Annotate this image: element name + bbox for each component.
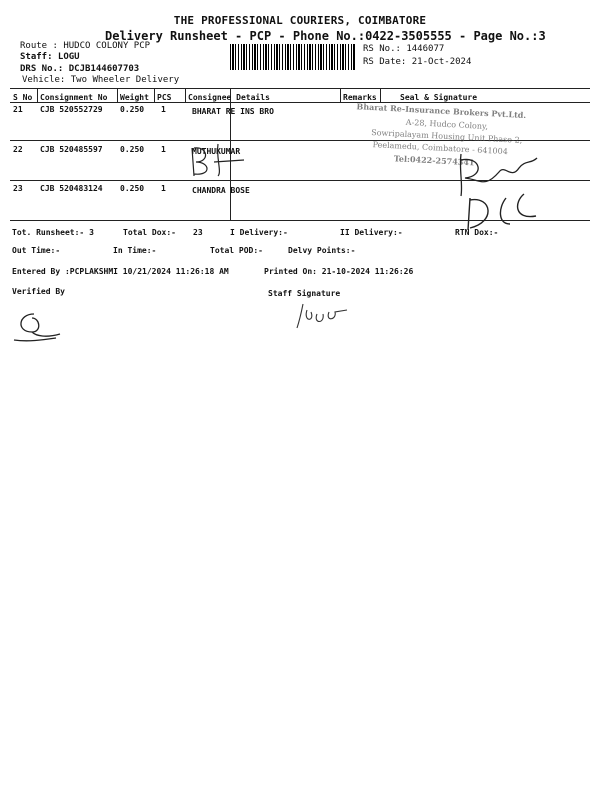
row-sno: 21 xyxy=(13,105,23,114)
route-label: Route : HUDCO COLONY PCP xyxy=(20,41,151,51)
column-divider xyxy=(117,88,118,102)
stamp-address-line: Peelamedu, Coimbatore - 641004 xyxy=(372,140,509,157)
runsheet-subtitle: Delivery Runsheet - PCP - Phone No.:0422-3505555 - Page No.:3 xyxy=(105,29,546,43)
total-runsheet: Tot. Runsheet:- 3 xyxy=(12,228,94,237)
verified-by-label: Verified By xyxy=(12,287,65,296)
barcode xyxy=(230,44,355,70)
row-consignment: CJB 520552729 xyxy=(40,105,103,114)
ii-delivery: II Delivery:- xyxy=(340,228,403,237)
delivery-points: Delvy Points:- xyxy=(288,246,356,255)
row-weight: 0.250 xyxy=(120,184,145,193)
entered-by: Entered By :PCPLAKSHMI 10/21/2024 11:26:18 AM xyxy=(12,267,229,276)
col-header-sno: S No xyxy=(13,93,33,102)
col-header-consignee: Consignee Details xyxy=(188,93,270,102)
consignee-signature xyxy=(462,188,542,233)
stamp-address-line: Sowripalayam Housing Unit Phase-2, xyxy=(371,128,523,145)
staff-signature-label: Staff Signature xyxy=(268,289,341,298)
stamp-phone: Tel:0422-2574341 xyxy=(393,153,475,168)
staff-label: Staff: LOGU xyxy=(20,52,80,62)
verifier-signature xyxy=(12,308,67,343)
rs-date: RS Date: 21-Oct-2024 xyxy=(363,57,472,67)
row-consignee: CHANDRA BOSE xyxy=(192,186,250,195)
row-pcs: 1 xyxy=(161,184,166,193)
consignee-signature xyxy=(188,140,248,180)
row-weight: 0.250 xyxy=(120,145,145,154)
column-divider xyxy=(37,88,38,102)
row-consignee: MUTHUKUMAR xyxy=(192,147,241,156)
col-header-pcs: PCS xyxy=(157,93,172,102)
staff-signature xyxy=(295,300,355,332)
i-delivery: I Delivery:- xyxy=(230,228,288,237)
drs-number: DRS No.: DCJB144607703 xyxy=(20,64,140,74)
stamp-address-line: A-28, Hudco Colony, xyxy=(405,117,489,132)
table-header-border xyxy=(10,102,590,103)
column-divider xyxy=(154,88,155,102)
rs-number: RS No.: 1446077 xyxy=(363,44,445,54)
out-time: Out Time:- xyxy=(12,246,61,255)
table-top-border xyxy=(10,88,590,89)
in-time: In Time:- xyxy=(113,246,157,255)
row-consignee: BHARAT RE INS BRO xyxy=(192,107,274,116)
column-divider xyxy=(380,88,381,102)
row-pcs: 1 xyxy=(161,105,166,114)
row-consignment: CJB 520483124 xyxy=(40,184,103,193)
row-consignment: CJB 520485597 xyxy=(40,145,103,154)
vehicle-label: Vehicle: Two Wheeler Delivery xyxy=(22,75,180,85)
stamp-company-name: Bharat Re-Insurance Brokers Pvt.Ltd. xyxy=(356,101,527,121)
col-header-remarks: Remarks xyxy=(343,93,377,102)
row-weight: 0.250 xyxy=(120,105,145,114)
total-dox-value: 23 xyxy=(193,228,203,237)
col-header-seal: Seal & Signature xyxy=(400,93,478,102)
company-title: THE PROFESSIONAL COURIERS, COIMBATORE xyxy=(173,14,427,27)
column-divider xyxy=(340,88,341,102)
col-header-consignment: Consignment No xyxy=(40,93,108,102)
rtn-dox: RTN Dox:- xyxy=(455,228,499,237)
row-pcs: 1 xyxy=(161,145,166,154)
printed-on: Printed On: 21-10-2024 11:26:26 xyxy=(264,267,414,276)
total-dox-label: Total Dox:- xyxy=(123,228,176,237)
col-header-weight: Weight xyxy=(120,93,149,102)
column-divider xyxy=(185,88,186,102)
row-sno: 23 xyxy=(13,184,23,193)
row-sno: 22 xyxy=(13,145,23,154)
total-pod: Total POD:- xyxy=(210,246,263,255)
